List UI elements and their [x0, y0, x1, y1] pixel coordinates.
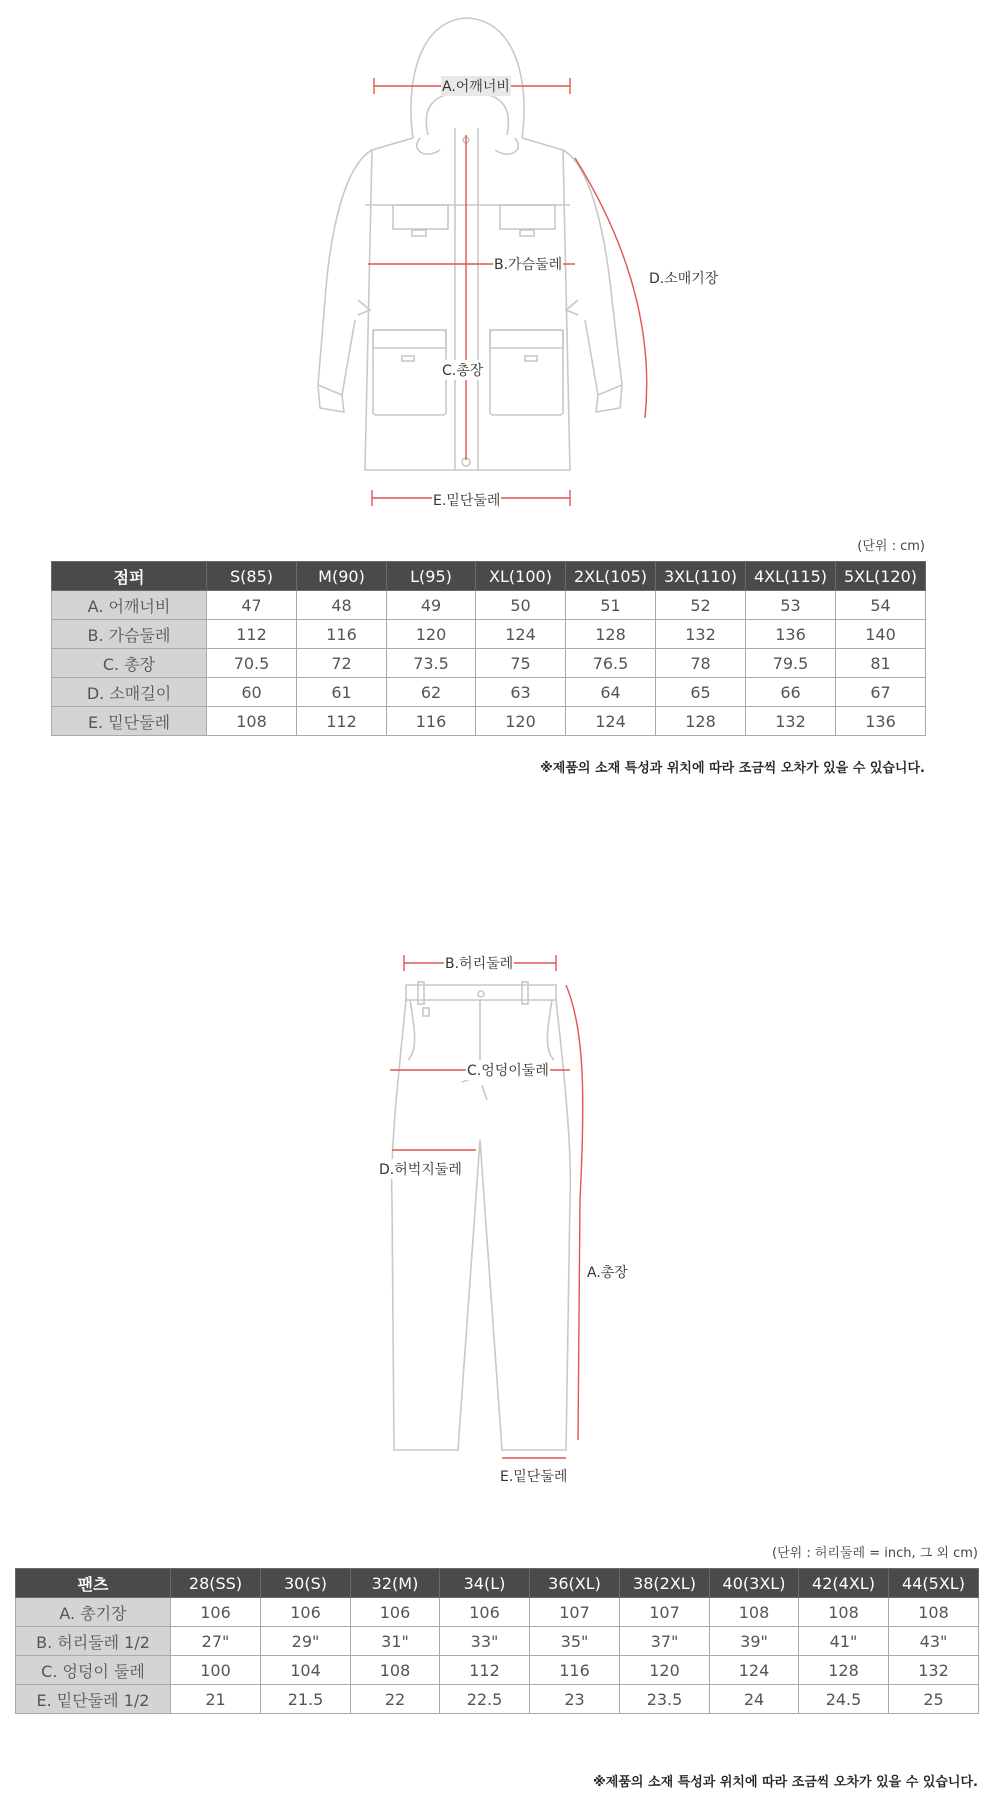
- header-cell: 42(4XL): [799, 1569, 889, 1598]
- cell: 132: [746, 707, 836, 736]
- row-head: B. 가슴둘레: [52, 620, 207, 649]
- cell: 33": [440, 1627, 530, 1656]
- cell: 24.5: [799, 1685, 889, 1714]
- cell: 106: [440, 1598, 530, 1627]
- pants-tolerance-note: ※제품의 소재 특성과 위치에 따라 조금씩 오차가 있을 수 있습니다.: [593, 1775, 978, 1790]
- header-cell: XL(100): [476, 562, 566, 591]
- cell: 128: [799, 1656, 889, 1685]
- cell: 116: [387, 707, 476, 736]
- cell: 132: [656, 620, 746, 649]
- cell: 22.5: [440, 1685, 530, 1714]
- header-cell: 34(L): [440, 1569, 530, 1598]
- label-thigh: D.허벅지둘레: [378, 1159, 463, 1179]
- cell: 21.5: [261, 1685, 351, 1714]
- header-cell: L(95): [387, 562, 476, 591]
- cell: 54: [836, 591, 926, 620]
- pants-size-table: [15, 1568, 979, 1714]
- cell: 112: [440, 1656, 530, 1685]
- cell: 108: [207, 707, 297, 736]
- cell: 120: [620, 1656, 710, 1685]
- row-head: C. 엉덩이 둘레: [16, 1656, 171, 1685]
- cell: 108: [710, 1598, 799, 1627]
- table-row: [16, 1685, 979, 1714]
- cell: 21: [171, 1685, 261, 1714]
- cell: 53: [746, 591, 836, 620]
- cell: 64: [566, 678, 656, 707]
- cell: 136: [746, 620, 836, 649]
- cell: 63: [476, 678, 566, 707]
- cell: 106: [261, 1598, 351, 1627]
- header-cell: 3XL(110): [656, 562, 746, 591]
- cell: 60: [207, 678, 297, 707]
- label-total-length: C.총장: [441, 360, 484, 380]
- cell: 120: [387, 620, 476, 649]
- label-sleeve-length: D.소매기장: [648, 268, 719, 288]
- header-cell: 32(M): [351, 1569, 440, 1598]
- cell: 62: [387, 678, 476, 707]
- cell: 25: [889, 1685, 979, 1714]
- cell: 72: [297, 649, 387, 678]
- row-head: E. 밑단둘레: [52, 707, 207, 736]
- cell: 106: [171, 1598, 261, 1627]
- cell: 37": [620, 1627, 710, 1656]
- header-cell: 38(2XL): [620, 1569, 710, 1598]
- cell: 31": [351, 1627, 440, 1656]
- header-cell: 2XL(105): [566, 562, 656, 591]
- cell: 116: [530, 1656, 620, 1685]
- cell: 47: [207, 591, 297, 620]
- header-cell: 팬츠: [16, 1569, 171, 1598]
- cell: 65: [656, 678, 746, 707]
- cell: 22: [351, 1685, 440, 1714]
- header-cell: 30(S): [261, 1569, 351, 1598]
- cell: 61: [297, 678, 387, 707]
- cell: 49: [387, 591, 476, 620]
- header-cell: 4XL(115): [746, 562, 836, 591]
- cell: 124: [476, 620, 566, 649]
- cell: 120: [476, 707, 566, 736]
- header-cell: 28(SS): [171, 1569, 261, 1598]
- cell: 81: [836, 649, 926, 678]
- cell: 50: [476, 591, 566, 620]
- cell: 124: [566, 707, 656, 736]
- cell: 107: [530, 1598, 620, 1627]
- row-head: B. 허리둘레 1/2: [16, 1627, 171, 1656]
- cell: 108: [799, 1598, 889, 1627]
- cell: 108: [351, 1656, 440, 1685]
- header-cell: 36(XL): [530, 1569, 620, 1598]
- cell: 108: [889, 1598, 979, 1627]
- header-cell: M(90): [297, 562, 387, 591]
- label-pants-length: A.총장: [586, 1262, 629, 1282]
- cell: 23.5: [620, 1685, 710, 1714]
- table-row: [16, 1598, 979, 1627]
- cell: 70.5: [207, 649, 297, 678]
- cell: 136: [836, 707, 926, 736]
- cell: 140: [836, 620, 926, 649]
- cell: 112: [297, 707, 387, 736]
- cell: 35": [530, 1627, 620, 1656]
- header-cell: S(85): [207, 562, 297, 591]
- cell: 52: [656, 591, 746, 620]
- cell: 75: [476, 649, 566, 678]
- row-head: C. 총장: [52, 649, 207, 678]
- cell: 104: [261, 1656, 351, 1685]
- label-chest: B.가슴둘레: [493, 254, 563, 274]
- jacket-unit-note: (단위 : cm): [857, 539, 925, 554]
- label-pants-hem: E.밑단둘레: [499, 1466, 568, 1486]
- header-cell: 5XL(120): [836, 562, 926, 591]
- header-cell: 점퍼: [52, 562, 207, 591]
- cell: 106: [351, 1598, 440, 1627]
- cell: 41": [799, 1627, 889, 1656]
- label-hip: C.엉덩이둘레: [466, 1060, 550, 1080]
- cell: 128: [656, 707, 746, 736]
- cell: 76.5: [566, 649, 656, 678]
- table-row: [16, 1656, 979, 1685]
- cell: 124: [710, 1656, 799, 1685]
- cell: 78: [656, 649, 746, 678]
- cell: 116: [297, 620, 387, 649]
- cell: 48: [297, 591, 387, 620]
- cell: 67: [836, 678, 926, 707]
- cell: 107: [620, 1598, 710, 1627]
- row-head: E. 밑단둘레 1/2: [16, 1685, 171, 1714]
- header-cell: 44(5XL): [889, 1569, 979, 1598]
- row-head: A. 어깨너비: [52, 591, 207, 620]
- cell: 79.5: [746, 649, 836, 678]
- label-shoulder-width: A.어깨너비: [441, 76, 511, 96]
- cell: 39": [710, 1627, 799, 1656]
- row-head: A. 총기장: [16, 1598, 171, 1627]
- row-head: D. 소매길이: [52, 678, 207, 707]
- cell: 43": [889, 1627, 979, 1656]
- cell: 24: [710, 1685, 799, 1714]
- cell: 112: [207, 620, 297, 649]
- cell: 100: [171, 1656, 261, 1685]
- label-hem: E.밑단둘레: [432, 490, 501, 510]
- cell: 66: [746, 678, 836, 707]
- table-header-row: [16, 1569, 979, 1598]
- jacket-tolerance-note: ※제품의 소재 특성과 위치에 따라 조금씩 오차가 있을 수 있습니다.: [540, 761, 925, 776]
- cell: 128: [566, 620, 656, 649]
- header-cell: 40(3XL): [710, 1569, 799, 1598]
- label-waist: B.허리둘레: [444, 953, 514, 973]
- cell: 27": [171, 1627, 261, 1656]
- cell: 73.5: [387, 649, 476, 678]
- pants-unit-note: (단위 : 허리둘레 = inch, 그 외 cm): [772, 1546, 978, 1561]
- cell: 29": [261, 1627, 351, 1656]
- table-row: [16, 1627, 979, 1656]
- cell: 132: [889, 1656, 979, 1685]
- cell: 51: [566, 591, 656, 620]
- cell: 23: [530, 1685, 620, 1714]
